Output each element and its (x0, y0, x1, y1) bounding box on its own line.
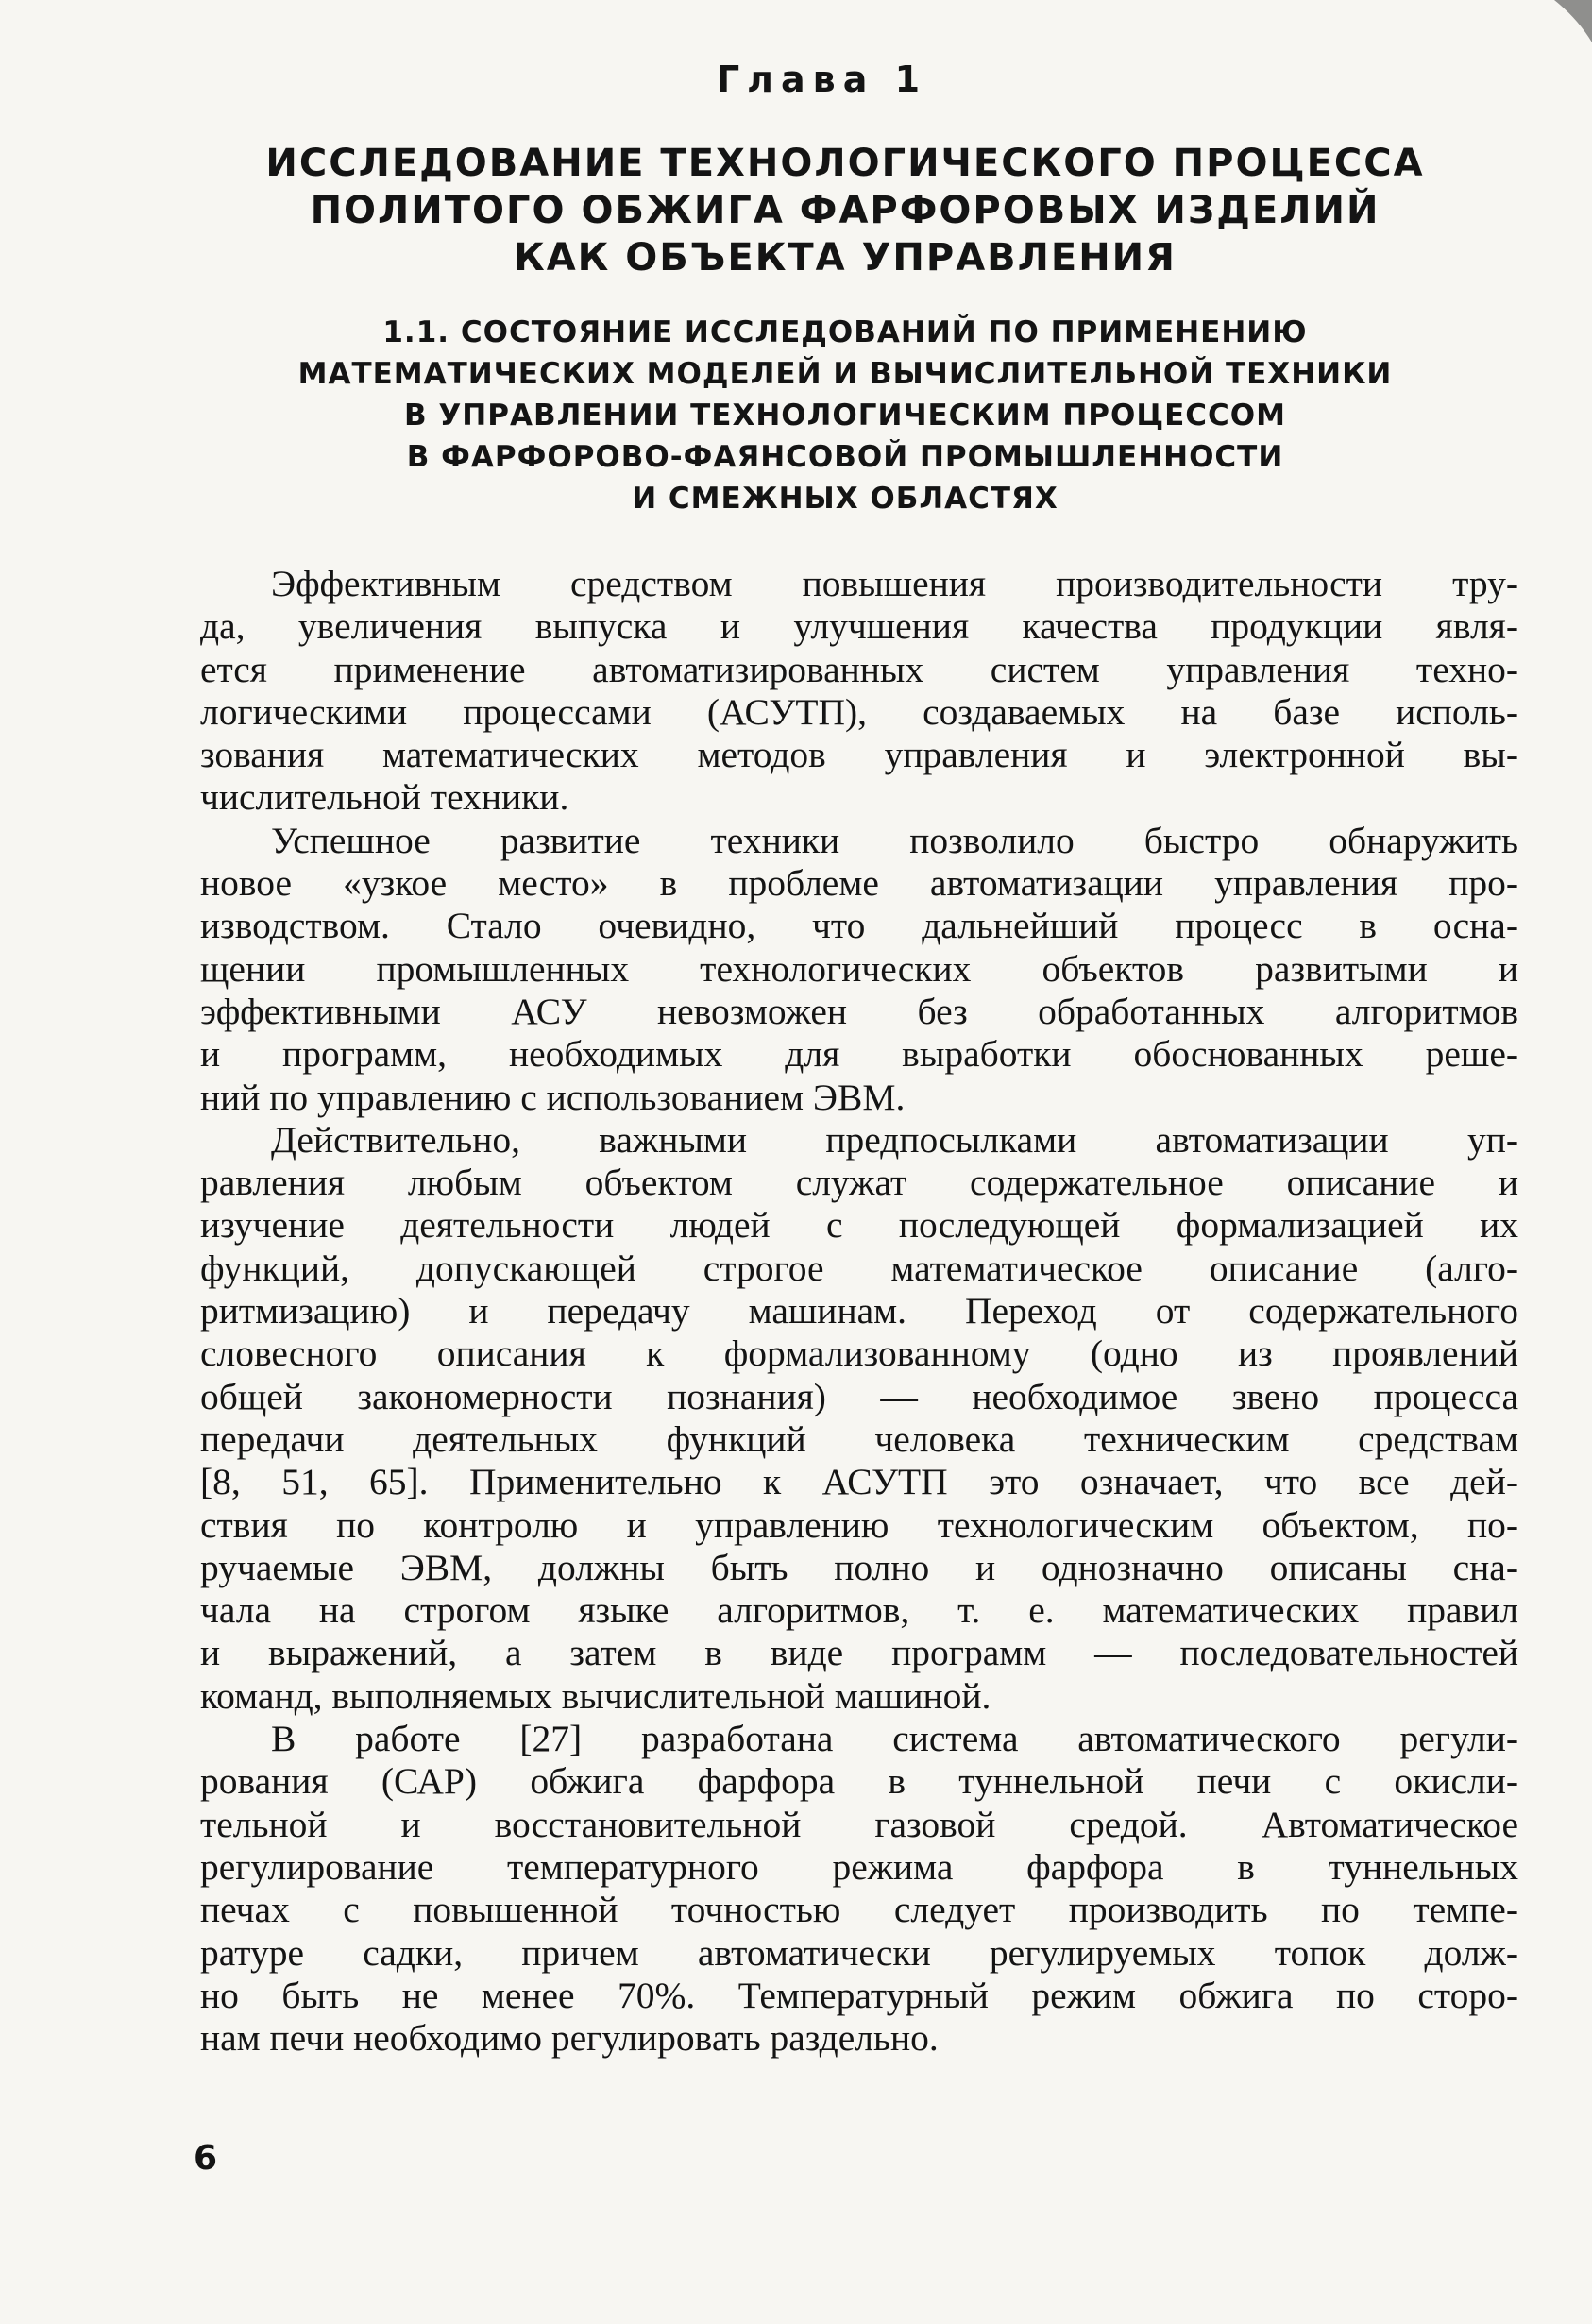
text-line: тельной и восстановительной газовой средой. Автоматическое (200, 1803, 1518, 1845)
paragraph (200, 563, 1518, 820)
text-line: равления любым объектом служат содержательное описание и (200, 1162, 1518, 1204)
text-line: Эффективным средством повышения производительности тру- (271, 563, 1518, 604)
paragraph (200, 1119, 1518, 1718)
text-line: и программ, необходимых для выработки обоснованных реше- (200, 1033, 1518, 1076)
text-line: числительной техники. (200, 776, 569, 819)
text-line: ется применение автоматизированных систем управления техно- (200, 648, 1518, 690)
paragraph (200, 820, 1518, 1119)
text-line: словесного описания к формализованному (одно из проявлений (200, 1332, 1518, 1375)
section-title-line: 1.1. СОСТОЯНИЕ ИССЛЕДОВАНИЙ ПО ПРИМЕНЕНИЮ (382, 315, 1308, 349)
text-line: В работе [27] разработана система автоматического регули- (271, 1718, 1518, 1760)
section-title (236, 312, 1454, 519)
chapter-title (236, 140, 1454, 281)
text-line: да, увеличения выпуска и улучшения качества продукции явля- (200, 605, 1518, 648)
section-title-line: МАТЕМАТИЧЕСКИХ МОДЕЛЕЙ И ВЫЧИСЛИТЕЛЬНОЙ ТЕХНИКИ (297, 357, 1393, 391)
text-line: логическими процессами (АСУТП), создаваемых на базе исполь- (200, 690, 1518, 733)
text-line: и выражений, а затем в виде программ — последовательностей (200, 1632, 1518, 1674)
text-line: печах с повышенной точностью следует производить по темпе- (200, 1889, 1518, 1931)
text-line: ратуре садки, причем автоматически регулируемых топок долж- (200, 1931, 1518, 1974)
text-line: Успешное развитие техники позволило быстро обнаружить (271, 819, 1518, 861)
text-line: чала на строгом языке алгоритмов, т. е. математических правил (200, 1589, 1518, 1632)
text-line: передачи деятельных функций человека техническим средствам (200, 1417, 1518, 1460)
text-line: щении промышленных технологических объектов развитыми и (200, 947, 1518, 990)
text-line: ний по управлению с использованием ЭВМ. (200, 1076, 906, 1118)
text-line: изучение деятельности людей с последующей формализацией их (200, 1204, 1518, 1247)
text-line: ритмизацию) и передачу машинам. Переход от содержательного (200, 1290, 1518, 1332)
text-line: регулирование температурного режима фарфора в туннельных (200, 1845, 1518, 1888)
chapter-title-line: КАК ОБЪЕКТА УПРАВЛЕНИЯ (514, 236, 1177, 280)
text-line: функций, допускающей строгое математическое описание (алго- (200, 1247, 1518, 1289)
text-line: ствия по контролю и управлению технологическим объектом, по- (200, 1503, 1518, 1546)
text-line: изводством. Стало очевидно, что дальнейший процесс в осна- (200, 905, 1518, 947)
text-line: Действительно, важными предпосылками автоматизации уп- (271, 1118, 1518, 1161)
text-line: ручаемые ЭВМ, должны быть полно и однозначно описаны сна- (200, 1546, 1518, 1588)
page-corner-smudge (1535, 0, 1592, 57)
section-title-line: В ФАРФОРОВО-ФАЯНСОВОЙ ПРОМЫШЛЕННОСТИ (406, 440, 1284, 474)
paragraph (200, 1718, 1518, 2060)
chapter-title-line: ПОЛИТОГО ОБЖИГА ФАРФОРОВЫХ ИЗДЕЛИЙ (310, 189, 1380, 232)
text-line: общей закономерности познания) — необходимое звено процесса (200, 1375, 1518, 1417)
text-line: [8, 51, 65]. Применительно к АСУТП это означает, что все дей- (200, 1461, 1518, 1503)
chapter-title-line: ИССЛЕДОВАНИЕ ТЕХНОЛОГИЧЕСКОГО ПРОЦЕССА (265, 142, 1425, 185)
text-line: эффективными АСУ невозможен без обработанных алгоритмов (200, 990, 1518, 1032)
text-line: команд, выполняемых вычислительной машиной. (200, 1674, 991, 1717)
text-line: но быть не менее 70%. Температурный режим обжига по сторо- (200, 1974, 1518, 2016)
page-number: 6 (194, 2139, 218, 2178)
chapter-label: Глава 1 (716, 59, 928, 100)
text-line: новое «узкое место» в проблеме автоматизации управления про- (200, 862, 1518, 905)
text-line: рования (САР) обжига фарфора в туннельной печи с окисли- (200, 1760, 1518, 1803)
text-line: зования математических методов управления и электронной вы- (200, 734, 1518, 776)
body-text (200, 563, 1518, 2060)
section-title-line: И СМЕЖНЫХ ОБЛАСТЯХ (632, 482, 1059, 516)
section-title-line: В УПРАВЛЕНИИ ТЕХНОЛОГИЧЕСКИМ ПРОЦЕССОМ (403, 399, 1287, 433)
text-line: нам печи необходимо регулировать раздельно. (200, 2017, 939, 2060)
